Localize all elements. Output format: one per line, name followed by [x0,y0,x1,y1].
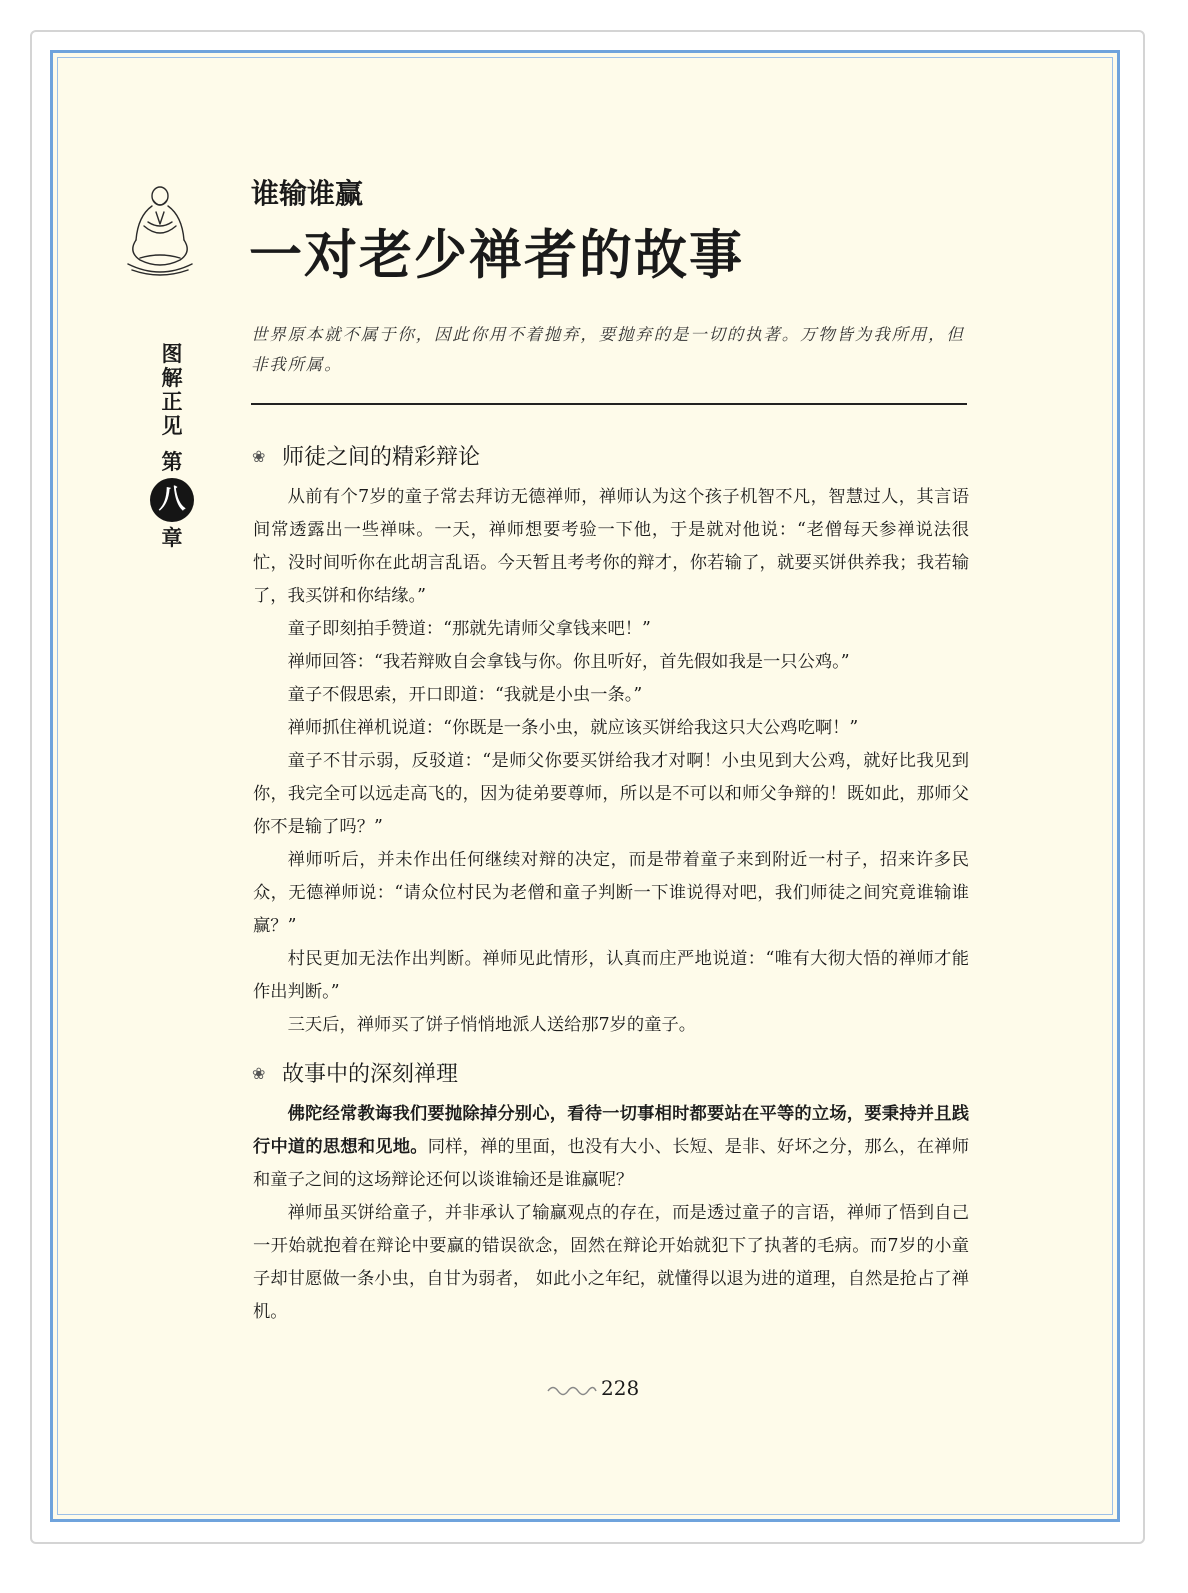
paragraph: 童子即刻拍手赞道：“那就先请师父拿钱来吧！” [287,619,651,639]
paragraph: 从前有个7岁的童子常去拜访无德禅师，禅师认为这个孩子机智不凡，智慧过人，其言语间常透露出一些禅味。一天，禅师想要考验一下他，于是就对他说：“老僧每天参禅说法很忙，没时间听你在此胡言乱语。今天暂且考考你的辩才，你若输了，就要买饼供养我；我若输了，我买饼和你结缘。” [253,487,969,606]
seated-monk-illustration [122,182,198,280]
section-heading [252,1059,458,1090]
section-body [253,481,969,1042]
section-heading-text: 故事中的深刻禅理 [282,1062,459,1087]
paragraph: 童子不甘示弱，反驳道：“是师父你要买饼给我才对啊！小虫见到大公鸡，就好比我见到你，我完全可以远走高飞的，因为徒弟要尊师，所以是不可以和师父争辩的！既如此，那师父你不是输了吗？” [253,751,969,837]
sidebar-book-char: 解 [161,366,183,390]
wave-ornament-icon [546,1383,598,1397]
paragraph: 三天后，禅师买了饼子悄悄地派人送给那7岁的童子。 [287,1015,697,1035]
sidebar-book-char: 图 [161,342,183,366]
sidebar-chapter-label [150,342,194,550]
chapter-prefix: 第 [161,450,183,474]
intro-quote: 世界原本就不属于你，因此你用不着抛弃，要抛弃的是一切的执著。万物皆为我所用，但非我所属。 [251,325,965,374]
chapter-suffix: 章 [161,526,183,550]
paragraph: 禅师听后，并未作出任何继续对辩的决定，而是带着童子来到附近一村子，招来许多民众，无德禅师说：“请众位村民为老僧和童子判断一下谁说得对吧，我们师徒之间究竟谁输谁赢？” [253,850,969,936]
bold-lead: 佛陀经常教诲我们要抛除掉分别心，看待一切事相时都要站在平等的立场，要秉持并且践行中道的思想和见地。 [253,1104,969,1157]
page-title: 一对老少禅者的故事 [249,224,744,286]
paragraph: 禅师抓住禅机说道：“你既是一条小虫，就应该买饼给我这只大公鸡吃啊！” [287,718,859,738]
lead-continuation: 同样，禅的里面，也没有大小、长短、是非、好坏之分，那么，在禅师和童子之间的这场辩论还何以谈谁输还是谁赢呢？ [253,1137,969,1190]
page-number: 228 [601,1376,640,1400]
page-footer [546,1373,666,1403]
section-heading [252,442,480,473]
sidebar-book-char: 见 [161,414,183,438]
paragraph [253,1098,969,1197]
sidebar-book-char: 正 [161,390,183,414]
paragraph: 禅师虽买饼给童子，并非承认了输赢观点的存在，而是透过童子的言语，禅师了悟到自己一开始就抱着在辩论中要赢的错误欲念，固然在辩论开始就犯下了执著的毛病。而7岁的小童子却甘愿做一条小虫，自甘为弱者， 如此小之年纪，就懂得以退为进的道理，自然是抢占了禅机。 [253,1203,969,1322]
chapter-number-badge: 八 [150,478,194,522]
paragraph: 村民更加无法作出判断。禅师见此情形，认真而庄严地说道：“唯有大彻大悟的禅师才能作出判断。” [253,949,969,1002]
divider-rule [251,403,967,405]
ornament-icon: ❀ [252,1064,266,1083]
section-heading-text: 师徒之间的精彩辩论 [282,445,481,470]
page-kicker: 谁输谁赢 [251,177,364,210]
paragraph: 禅师回答：“我若辩败自会拿钱与你。你且听好，首先假如我是一只公鸡。” [287,652,850,672]
ornament-icon: ❀ [252,447,266,466]
section-body [253,1098,969,1329]
paragraph: 童子不假思索，开口即道：“我就是小虫一条。” [287,685,643,705]
